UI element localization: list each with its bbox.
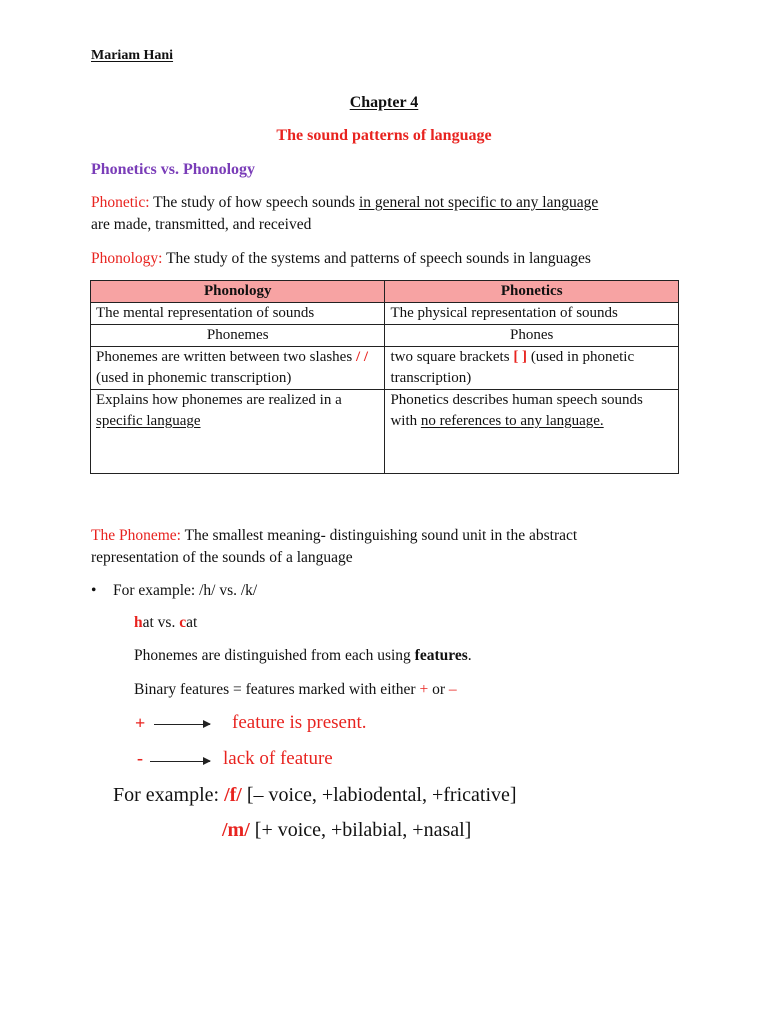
letter-h: h (134, 614, 143, 631)
table-cell (385, 390, 679, 474)
phonology-definition (91, 248, 591, 270)
cell-text: two square brackets (390, 349, 514, 365)
binary-text: Binary features = features marked with either (134, 681, 420, 698)
phoneme-m: /m/ (222, 819, 250, 841)
phonetic-term: Phonetic: (91, 194, 150, 211)
features-text: Phonemes are distinguished from each using (134, 647, 415, 664)
word-text: at (186, 614, 198, 631)
letter-c: c (179, 614, 187, 631)
table-header-row (91, 281, 679, 303)
arrow-right-icon (154, 724, 210, 725)
table-cell (91, 390, 385, 474)
example-m (222, 819, 471, 842)
bullet-icon: • (91, 582, 97, 599)
minus-symbol: - (137, 748, 143, 768)
phoneme-text: The smallest meaning- distinguishing sound unit in the abstract (180, 527, 578, 544)
phoneme-f: /f/ (224, 784, 242, 806)
binary-features-line (134, 681, 457, 699)
section-title: Phonetics vs. Phonology (91, 161, 256, 178)
example-f (113, 784, 517, 807)
phoneme-definition-line1 (91, 525, 577, 547)
cell-text: Phonemes are written between two slashes (96, 349, 356, 365)
brackets-mark: [ ] (513, 349, 528, 365)
phonology-text: The study of the systems and patterns of speech sounds in languages (162, 250, 591, 267)
table-cell: The physical representation of sounds (385, 303, 679, 325)
phoneme-term: The Phoneme: (91, 527, 181, 544)
plus-meaning: feature is present. (232, 712, 367, 733)
features-period: . (467, 647, 472, 664)
example-lead: For example: (113, 784, 225, 806)
plus-symbol: + (135, 713, 146, 733)
phonetic-definition-line2: are made, transmitted, and received (91, 216, 312, 233)
phonetic-text: The study of how speech sounds (149, 194, 359, 211)
or-text: or (428, 681, 449, 698)
feature-list: [– voice, +labiodental, +fricative] (241, 784, 517, 806)
cell-underlined: no references to any language. (420, 413, 604, 429)
phonology-term: Phonology: (91, 250, 163, 267)
table-cell: Phones (385, 325, 679, 347)
cell-text: (used in phonemic transcription) (96, 370, 292, 386)
header-phonology: Phonology (91, 281, 385, 303)
table-row (91, 347, 679, 390)
cell-text: (used in phonetic transcription) (390, 349, 635, 386)
word-text: at vs. (142, 614, 180, 631)
features-line (134, 647, 472, 665)
table-cell: The mental representation of sounds (91, 303, 385, 325)
table-row (91, 325, 679, 347)
table-cell (91, 347, 385, 390)
cell-text: Explains how phonemes are realized in a (96, 392, 342, 408)
table-row (91, 303, 679, 325)
chapter-heading: Chapter 4 (349, 94, 419, 111)
arrow-right-icon (150, 761, 210, 762)
phoneme-definition-line2: representation of the sounds of a language (91, 549, 353, 566)
minus-meaning: lack of feature (223, 748, 333, 769)
cell-text: Phonetics describes human speech sounds with (390, 392, 643, 429)
table-cell: Phonemes (91, 325, 385, 347)
features-bold: features (414, 647, 468, 664)
feature-list: [+ voice, +bilabial, +nasal] (249, 819, 472, 841)
chapter-subtitle: The sound patterns of language (276, 127, 492, 144)
author-name: Mariam Hani (91, 48, 174, 63)
phonetic-underlined: in general not specific to any language (358, 194, 599, 211)
minus-sign: – (448, 681, 457, 698)
comparison-table (90, 280, 679, 474)
cell-underlined: specific language (96, 413, 201, 429)
table-row (91, 390, 679, 474)
example-words (134, 614, 197, 632)
header-phonetics: Phonetics (385, 281, 679, 303)
bullet-text: For example: /h/ vs. /k/ (113, 582, 258, 599)
phonetic-definition-line1 (91, 192, 598, 214)
table-cell (385, 347, 679, 390)
slashes-mark: / / (355, 349, 369, 365)
plus-sign: + (419, 681, 429, 698)
